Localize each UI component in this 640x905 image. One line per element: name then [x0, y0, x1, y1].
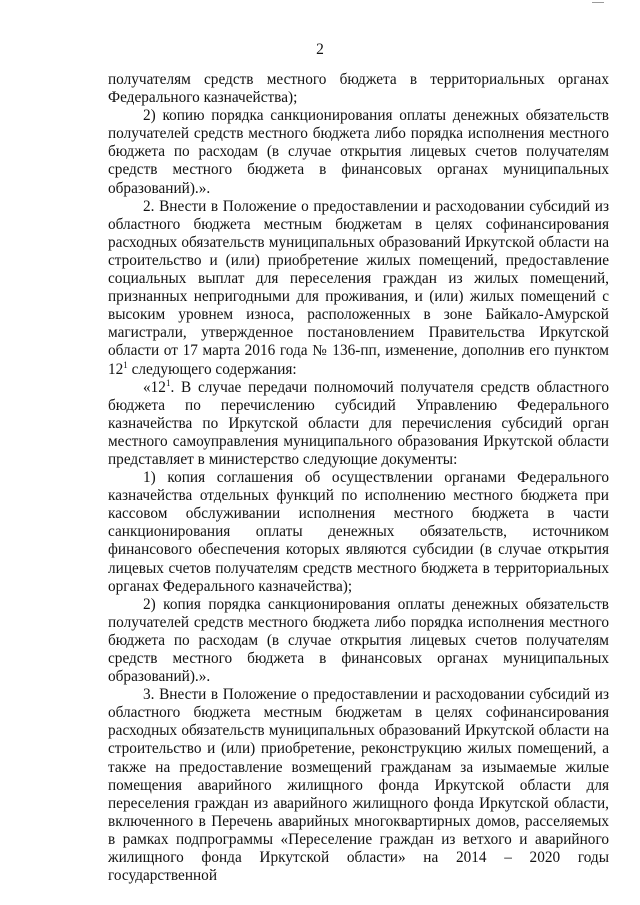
scan-mark — [592, 2, 604, 3]
superscript-number: 1 — [123, 359, 128, 370]
paragraph: 2) копия порядка санкционирования оплаты денежных обязательств получателей средств местного бюджета либо порядка исполнения местного бюджета по расходам (в случае открытия лицевых счетов получателям средств местного бюджета в финансовых органах муниципальных образований).». — [108, 595, 609, 686]
paragraph: 3. Внести в Положение о предоставлении и расходовании субсидий из областного бюджета местным бюджетам в целях софинансирования расходных обязательств муниципальных образований Иркутской области на строительство и (или) приобретение, реконструкцию жилых помещений, а также на предоставление возмещений гражданам за изымаемые жилые помещения аварийного жилищного фонда Иркутской области для переселения граждан из аварийного жилищного фонда Иркутской области, включенного в Перечень аварийных многоквартирных домов, расселяемых в рамках подпрограммы «Переселение граждан из ветхого и аварийного жилищного фонда Иркутской области» на 2014 – 2020 годы государственной — [108, 686, 609, 885]
paragraph-text: 2. Внести в Положение о предоставлении и расходовании субсидий из областного бюджета местным бюджетам в целях софинансирования расходных обязательств муниципальных образований Иркутской области на строительство и (или) приобретение жилых помещений, предоставление социальных выплат для переселения граждан из жилых помещений, признанных непригодными для проживания, и (или) жилых помещений с высоким уровнем износа, расположенных в зоне Байкало-Амурской магистрали, утвержденное постановлением Правительства Иркутской области от 17 марта 2016 года № 136-пп, изменение, дополнив его пунктом 12 — [108, 197, 609, 378]
paragraph: 1) копия соглашения об осуществлении органами Федерального казначейства отдельных функций по исполнению местного бюджета при кассовом обслуживании исполнения местного бюджета в части санкционирования оплаты денежных обязательств, источником финансового обеспечения которых являются субсидии (в случае открытия лицевых счетов получателям средств местного бюджета в территориальных органах Федерального казначейства); — [108, 469, 609, 595]
page-number: 2 — [316, 41, 324, 58]
paragraph: получателям средств местного бюджета в территориальных органах Федерального казначейства); — [108, 71, 609, 107]
paragraph-text: . В случае передачи полномочий получателя средств областного бюджета по перечислению субсидий Управлению Федерального казначейства по Иркутской области для перечисления субсидий орган местного самоуправления муниципального образования Иркутской области представляет в министерство следующие документы: — [108, 378, 609, 468]
superscript-number: 1 — [165, 377, 171, 388]
paragraph — [108, 379, 609, 469]
paragraph-text: «12 — [143, 378, 166, 396]
paragraph: 2) копию порядка санкционирования оплаты денежных обязательств получателей средств местного бюджета либо порядка исполнения местного бюджета по расходам (в случае открытия лицевых счетов получателям средств местного бюджета в финансовых органах муниципальных образований).». — [108, 107, 609, 197]
paragraph — [108, 198, 609, 379]
document-body — [108, 71, 609, 885]
paragraph-text: следующего содержания: — [127, 360, 297, 378]
